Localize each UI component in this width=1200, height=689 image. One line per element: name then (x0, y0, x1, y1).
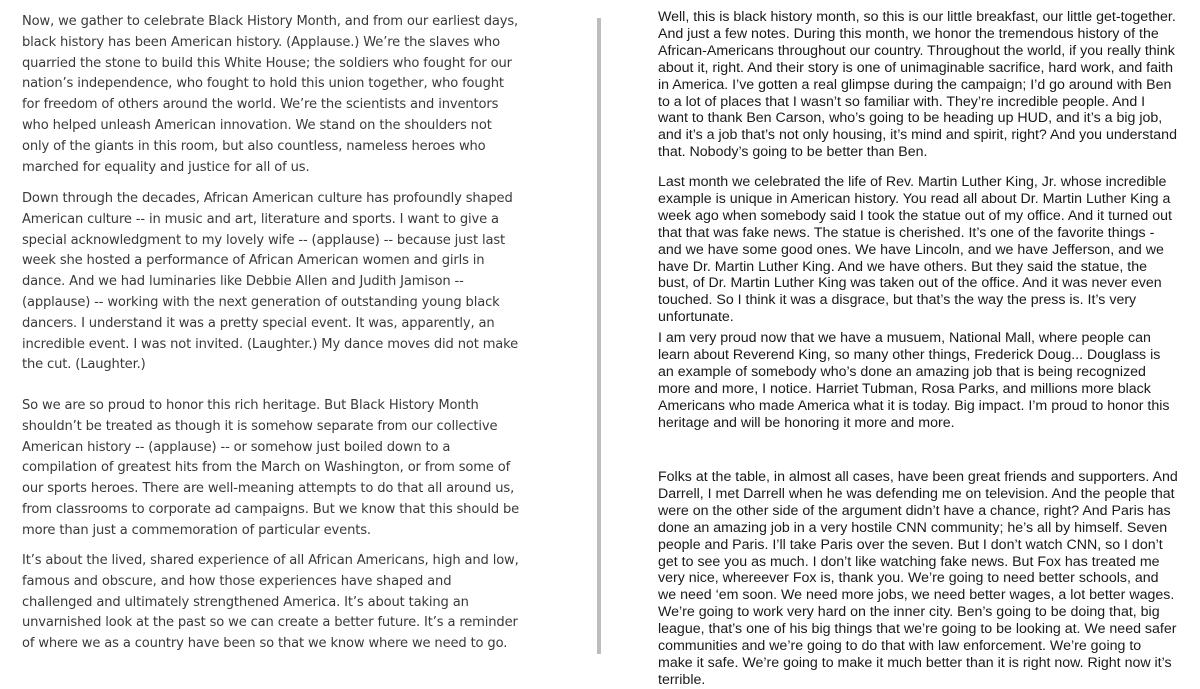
right-paragraph: Well, this is black history month, so this is our little breakfast, our little get-together. And just a few notes. During this month, we honor the tremendous history of the African-Americans throughout our country. Throughout the world, if you really think about it, right. And their story is one of unimaginable sacrifice, hard work, and faith in America. I’ve gotten a real glimpse during the campaign; I’d go around with Ben to a lot of places that I wasn’t so familiar with. They’re incredible people. And I want to thank Ben Carson, who’s going to be heading up HUD, and it’s a big job, and it’s a job that’s not only housing, it’s mind and spirit, right? And you understand that. Nobody’s going to be better than Ben. (658, 9, 1177, 161)
left-paragraph: Now, we gather to celebrate Black History Month, and from our earliest days, black history has been American history. (Applause.) We’re the slaves who quarried the stone to build this White House; the soldiers who fought for our nation’s independence, who fought to hold this union together, who fought for freedom of others around the world. We’re the scientists and inventors who helped unleash American innovation. We stand on the shoulders not only of the giants in this room, but also countless, nameless heroes who marched for equality and justice for all of us. (22, 14, 519, 175)
right-paragraph: Last month we celebrated the life of Rev. Martin Luther King, Jr. whose incredible example is unique in American history. You read all about Dr. Martin Luther King a week ago when somebody said I took the statue out of my office. And it turned out that that was fake news. The statue is cherished. It’s one of the favorite things - and we have some good ones. We have Lincoln, and we have Jefferson, and we have Dr. Martin Luther King. And we have others. But they said the statue, the bust, of Dr. Martin Luther King was taken out of the office. And it was never even touched. So I think it was a disgrace, but that’s the way the press is. It’s very unfortunate. (658, 174, 1172, 326)
left-paragraph: It’s about the lived, shared experience of all African Americans, high and low, famous and obscure, and how those experiences have shaped and challenged and ultimately strengthened America. It’s about taking an unvarnished look at the past so we can create a better future. It’s a reminder of where we as a country have been so that we know where we need to go. (22, 553, 519, 652)
left-paragraph: So we are so proud to honor this rich heritage. But Black History Month shouldn’t be treated as though it is somehow separate from our collective American history -- (applause) -- or somehow just boiled down to a compilation of greatest hits from the March on Washington, or from some of our sports heroes. There are well-meaning attempts to do that all around us, from classrooms to corporate ad campaigns. But we know that this should be more than just a commemoration of particular events. (22, 398, 520, 538)
right-paragraph: Folks at the table, in almost all cases, have been great friends and supporters. And Darrell, I met Darrell when he was defending me on television. And the people that were on the other side of the argument didn’t have a chance, right? And Paris has done an amazing job in a very hostile CNN community; he’s all by himself. Seven people and Paris. I’ll take Paris over the seven. But I don’t watch CNN, so I don’t get to see you as much. I don’t like watching fake news. But Fox has treated me very nice, whereever Fox is, thank you. We’re going to need better schools, and we need ‘em soon. We need more jobs, we need better wages, a lot better wages. We’re going to work very hard on the inner city. Ben’s going to be doing that, big league, that’s one of his big things that we’re going to be looking at. We need safer communities and we’re going to do that with law enforcement. We’re going to make it safe. We’re going to make it much better than it is right now. Right now it’s terrible. (658, 469, 1178, 688)
right-paragraph: I am very proud now that we have a musuem, National Mall, where people can learn about Reverend King, so many other things, Frederick Doug... Douglass is an example of somebody who’s done an amazing job that is being recognized more and more, I notice. Harriet Tubman, Rosa Parks, and millions more black Americans who made America what it is today. Big impact. I’m proud to honor this heritage and will be honoring it more and more. (658, 330, 1170, 431)
column-divider (597, 18, 601, 654)
left-paragraph: Down through the decades, African American culture has profoundly shaped American culture -- in music and art, literature and sports. I want to give a special acknowledgment to my lovely wife -- (applause) -- because just last week she hosted a performance of African American women and girls in dance. And we had luminaries like Debbie Allen and Judith Jamison -- (applause) -- working with the next generation of outstanding young black dancers. I understand it was a pretty special event. It was, apparently, an incredible event. I was not invited. (Laughter.) My dance moves did not make the cut. (Laughter.) (22, 191, 519, 373)
